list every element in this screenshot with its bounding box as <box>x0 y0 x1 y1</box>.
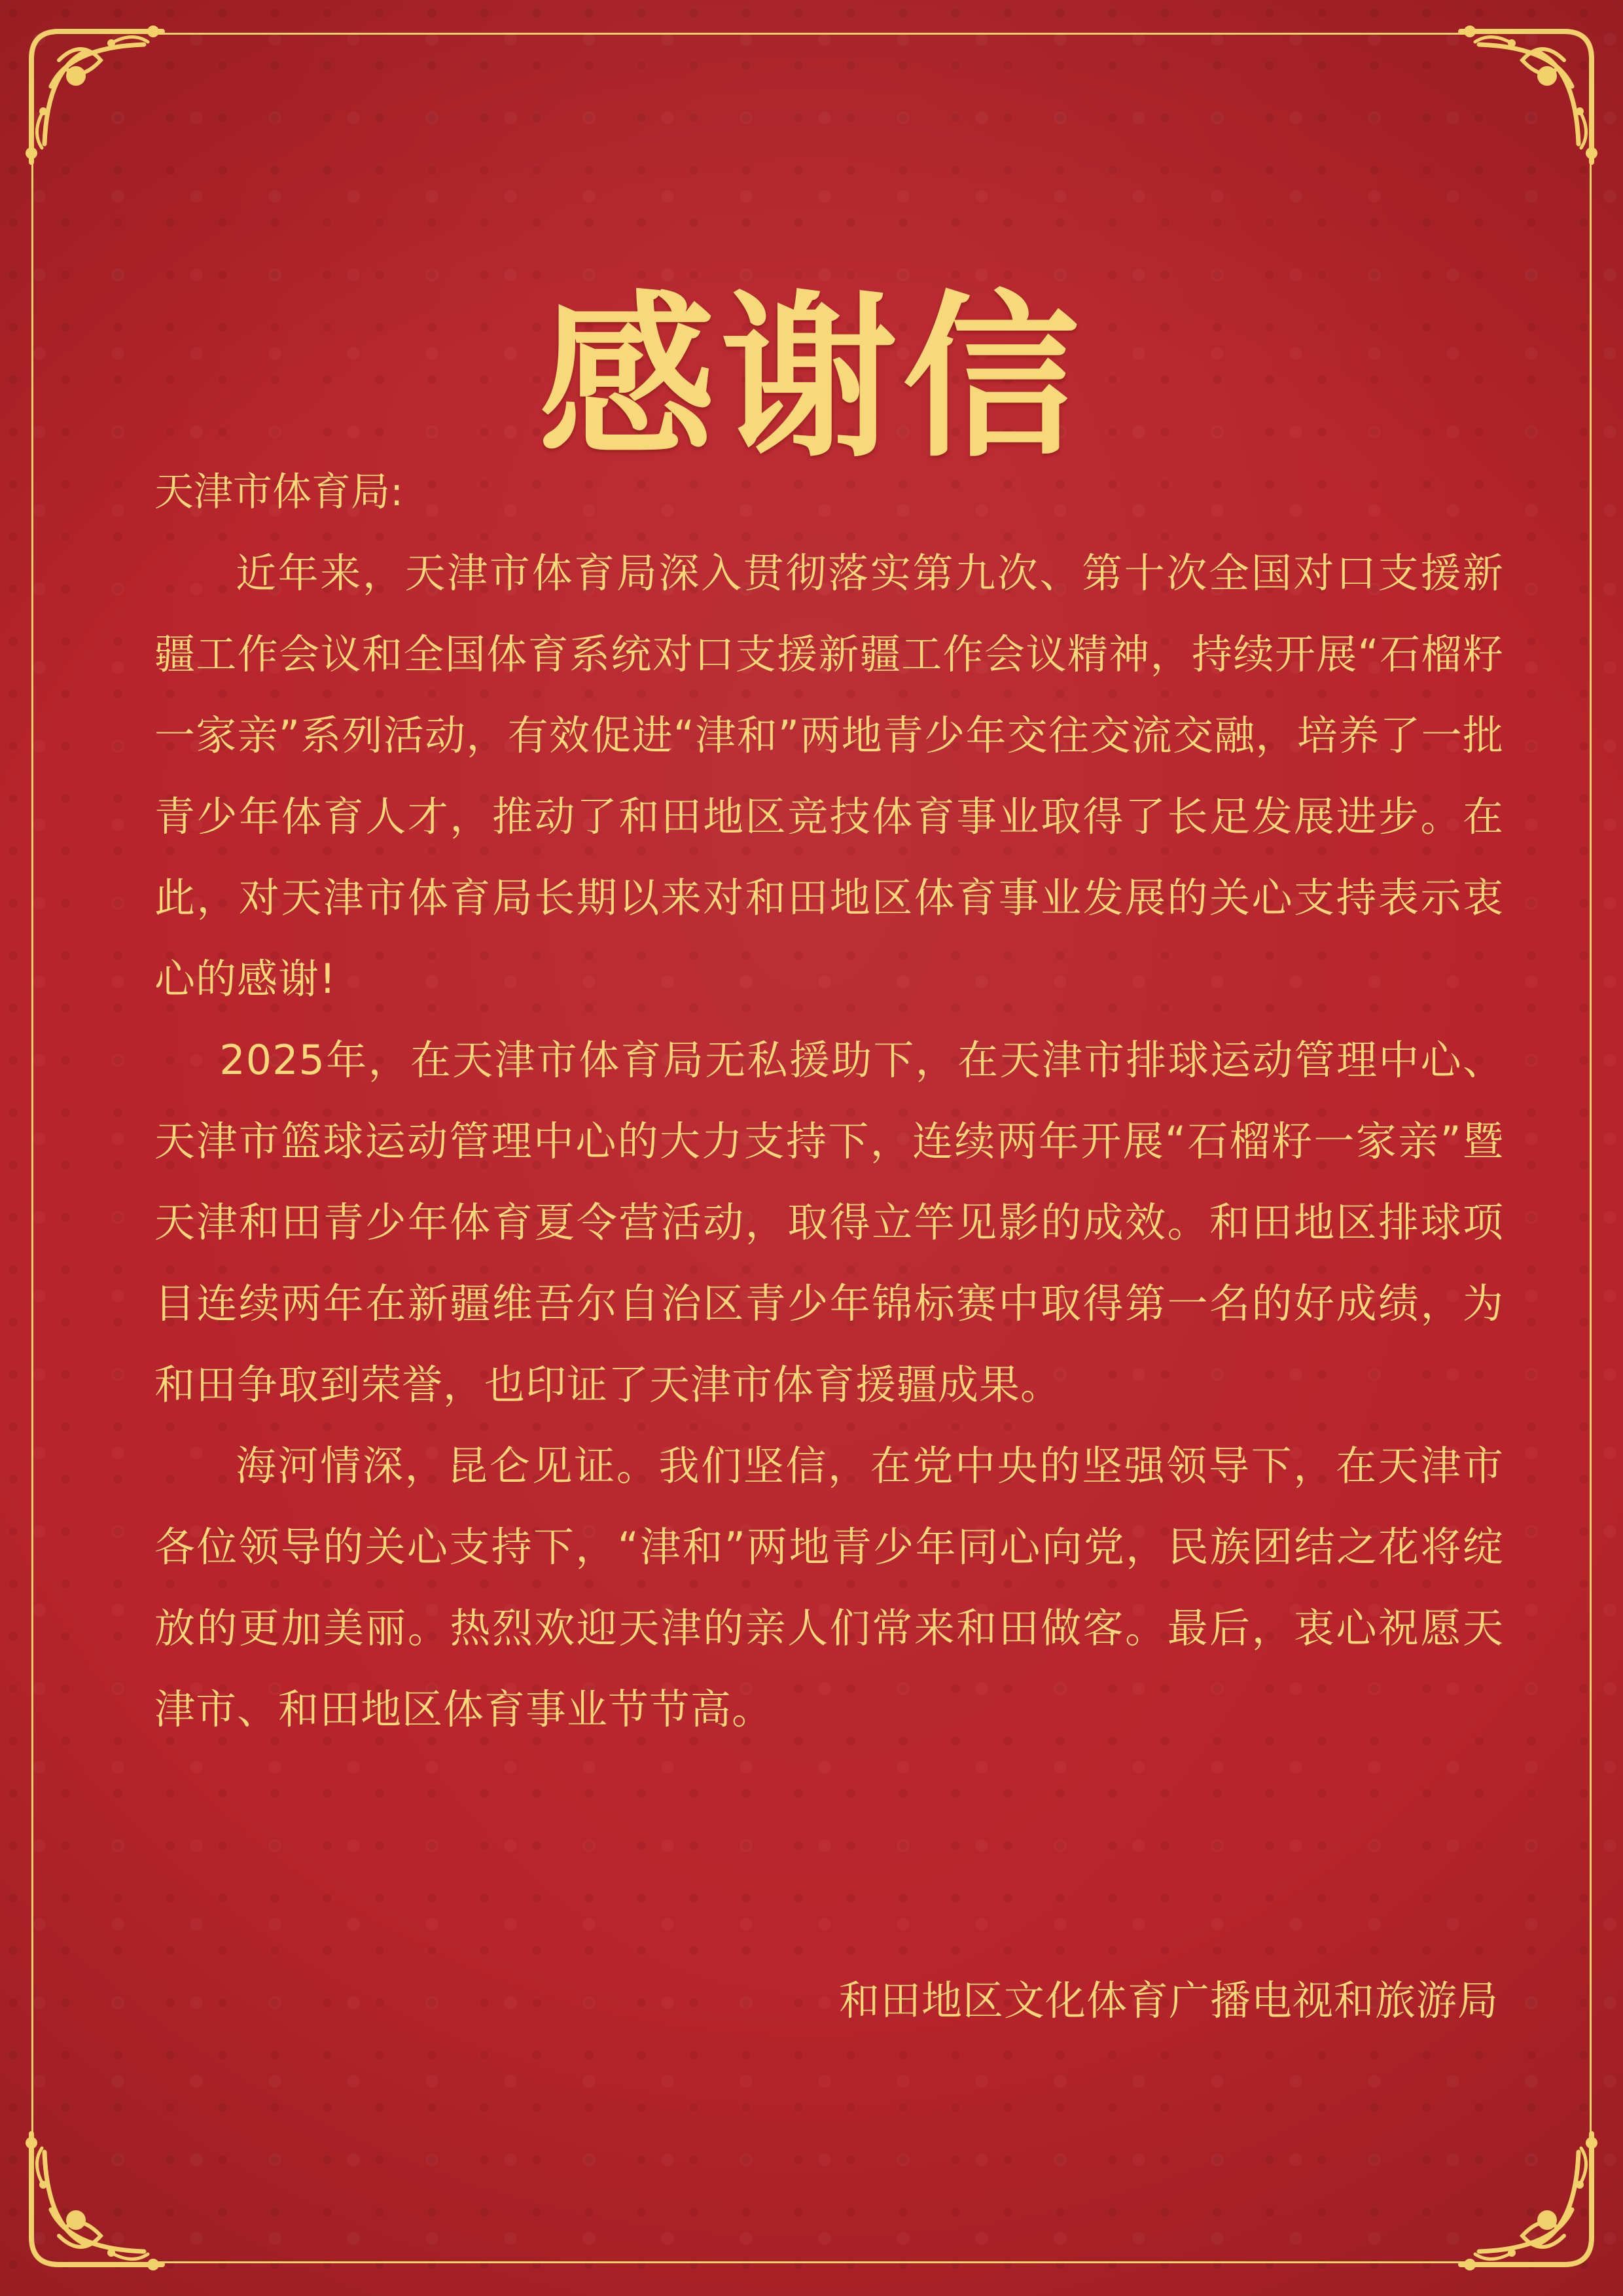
body-paragraph: 海河情深，昆仑见证。我们坚信，在党中央的坚强领导下，在天津市各位领导的关心支持下，“津和”两地青少年同心向党，民族团结之花将绽放的更加美丽。热烈欢迎天津的亲人们常来和田做客。最后，衷心祝愿天津市、和田地区体育事业节节高。 <box>154 1442 1504 1733</box>
body-paragraph: 近年来，天津市体育局深入贯彻落实第九次、第十次全国对口支援新疆工作会议和全国体育系统对口支援新疆工作会议精神，持续开展“石榴籽一家亲”系列活动，有效促进“津和”两地青少年交往交流交融，培养了一批青少年体育人才，推动了和田地区竞技体育事业取得了长足发展进步。在此，对天津市体育局长期以来对和田地区体育事业发展的关心支持表示衷心的感谢! <box>154 549 1504 1003</box>
letter-body <box>154 452 1504 1750</box>
letter-title: 感谢信 <box>539 274 1084 481</box>
corner-ornament-icon <box>1446 13 1610 177</box>
body-paragraph: 2025年，在天津市体育局无私援助下，在天津市排球运动管理中心、天津市篮球运动管理中心的大力支持下，连续两年开展“石榴籽一家亲”暨天津和田青少年体育夏令营活动，取得立竿见影的成效。和田地区排球项目连续两年在新疆维吾尔自治区青少年锦标赛中取得第一名的好成绩，为和田争取到荣誉，也印证了天津市体育援疆成果。 <box>154 1036 1504 1408</box>
corner-ornament-icon <box>13 13 177 177</box>
salutation: 天津市体育局: <box>154 469 404 515</box>
signature-organization: 和田地区文化体育广播电视和旅游局 <box>838 1977 1499 2024</box>
corner-ornament-icon <box>1446 2119 1610 2283</box>
frame-top-line <box>156 33 1467 35</box>
corner-ornament-icon <box>13 2119 177 2283</box>
frame-bottom-line <box>156 2261 1467 2263</box>
